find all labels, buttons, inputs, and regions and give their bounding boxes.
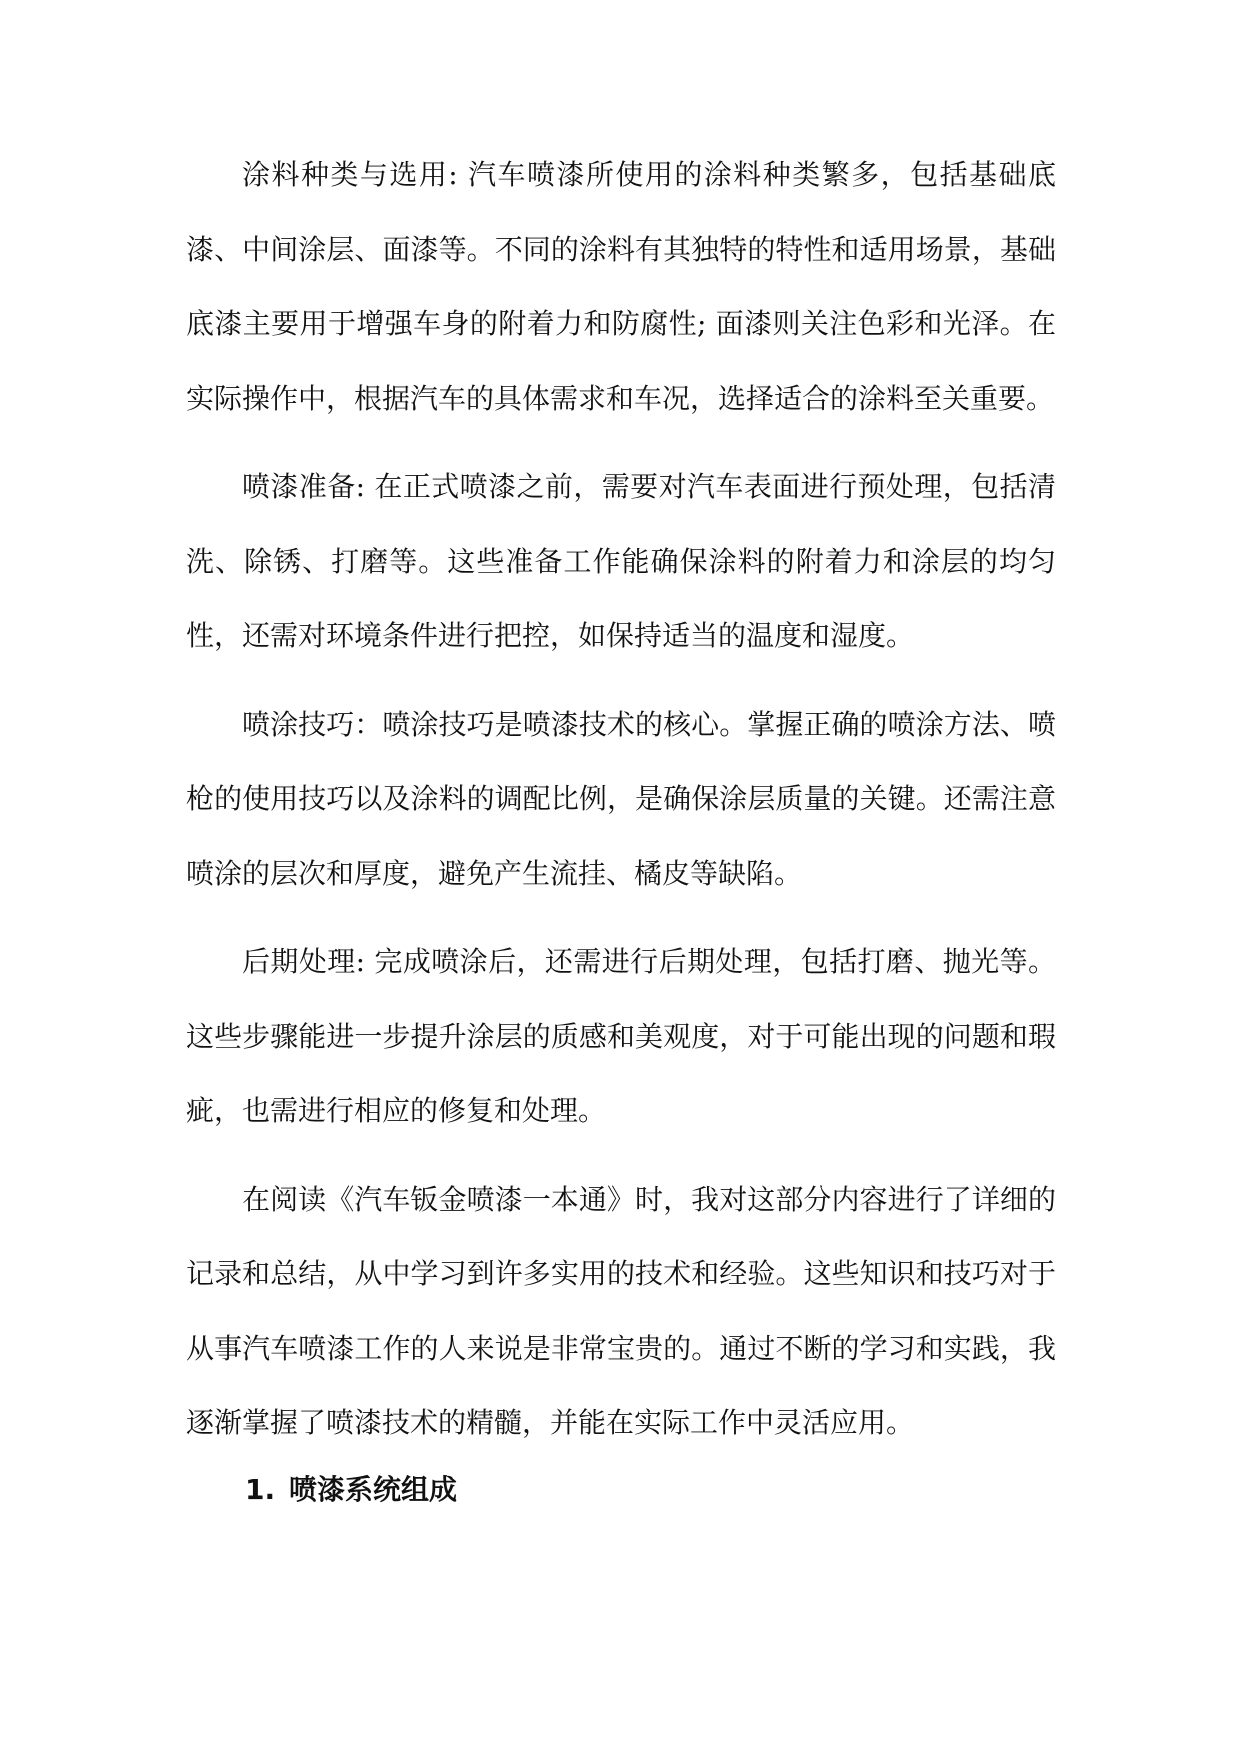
paragraph-spraying-technique: 喷涂技巧：喷涂技巧是喷漆技术的核心。掌握正确的喷涂方法、喷枪的使用技巧以及涂料的调配比例，是确保涂层质量的关键。还需注意喷涂的层次和厚度，避免产生流挂、橘皮等缺陷。 — [186, 707, 1056, 890]
paragraph-coating-selection: 涂料种类与选用: 汽车喷漆所使用的涂料种类繁多，包括基础底漆、中间涂层、面漆等。不同的涂料有其独特的特性和适用场景，基础底漆主要用于增强车身的附着力和防腐性; 面漆则关注色彩和光泽。在实际操作中，根据汽车的具体需求和车况，选择适合的涂料至关重要。 — [186, 158, 1056, 415]
document-body — [186, 138, 1056, 1475]
section-title: 喷漆系统组成 — [289, 1473, 458, 1506]
section-heading — [245, 1470, 457, 1510]
paragraph-reading-summary: 在阅读《汽车钣金喷漆一本通》时，我对这部分内容进行了详细的记录和总结，从中学习到许多实用的技术和经验。这些知识和技巧对于从事汽车喷漆工作的人来说是非常宝贵的。通过不断的学习和实践，我逐渐掌握了喷漆技术的精髓，并能在实际工作中灵活应用。 — [186, 1182, 1056, 1439]
paragraph-painting-preparation: 喷漆准备: 在正式喷漆之前，需要对汽车表面进行预处理，包括清洗、除锈、打磨等。这些准备工作能确保涂料的附着力和涂层的均匀性，还需对环境条件进行把控，如保持适当的温度和湿度。 — [186, 470, 1056, 652]
paragraph-post-processing: 后期处理: 完成喷涂后，还需进行后期处理，包括打磨、抛光等。这些步骤能进一步提升涂层的质感和美观度，对于可能出现的问题和瑕疵，也需进行相应的修复和处理。 — [186, 945, 1056, 1127]
section-number: 1. — [245, 1473, 276, 1506]
